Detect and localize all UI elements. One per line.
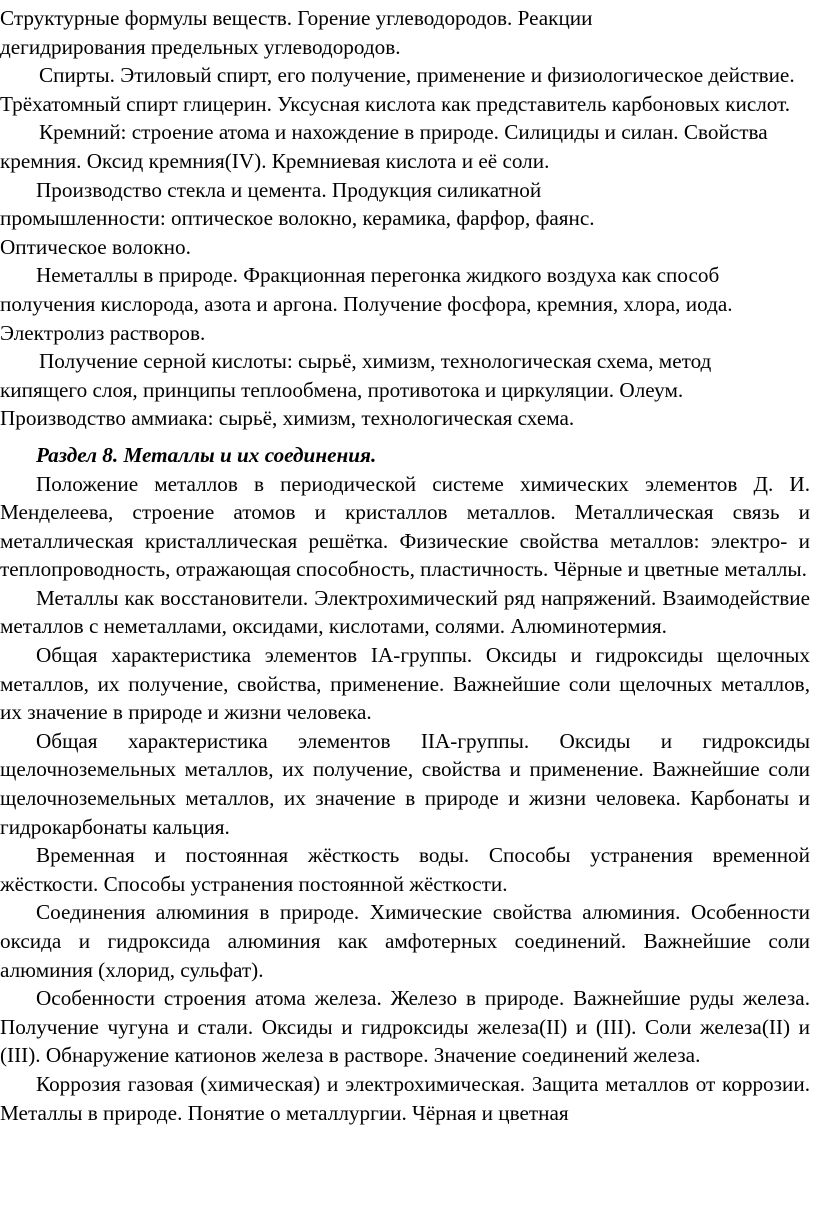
paragraph-alcohols: Спирты. Этиловый спирт, его получение, применение и физиологическое действие. Трёхатомный спирт глицерин. Уксусная кислота как представитель карбоновых кислот.	[0, 63, 795, 116]
paragraph-group-iia: Общая характеристика элементов IIA-группы. Оксиды и гидроксиды щелочноземельных металлов, их получение, свойства и применение. Важнейшие соли щелочноземельных металлов, их значение в природе и жизни человека. Карбонаты и гидрокарбонаты кальция.	[0, 728, 810, 839]
paragraph-glass-cement: Производство стекла и цемента. Продукция силикатной промышленности: оптическое волокно, керамика, фарфор, фаянс. Оптическое волокно.	[0, 177, 595, 259]
paragraph-metals-reducers: Металлы как восстановители. Электрохимический ряд напряжений. Взаимодействие металлов с неметаллами, оксидами, кислотами, солями. Алюминотермия.	[0, 585, 810, 639]
paragraph-corrosion: Коррозия газовая (химическая) и электрохимическая. Защита металлов от коррозии. Металлы в природе. Понятие о металлургии. Чёрная и цветная	[0, 1071, 810, 1125]
paragraph-aluminium: Соединения алюминия в природе. Химические свойства алюминия. Особенности оксида и гидроксида алюминия как амфотерных соединений. Важнейшие соли алюминия (хлорид, сульфат).	[0, 900, 810, 982]
paragraph-sulfuric-acid: Получение серной кислоты: сырьё, химизм, технологическая схема, метод кипящего слоя, принципы теплообмена, противотока и циркуляции. Олеум. Производство аммиака: сырьё, химизм, технологическая схема.	[0, 349, 712, 431]
paragraph-silicon: Кремний: строение атома и нахождение в природе. Силициды и силан. Свойства кремния. Оксид кремния(IV). Кремниевая кислота и её соли.	[0, 120, 768, 173]
paragraph-iron: Особенности строения атома железа. Железо в природе. Важнейшие руды железа. Получение чугуна и стали. Оксиды и гидроксиды железа(II) и (III). Соли железа(II) и (III). Обнаружение катионов железа в растворе. Значение соединений железа.	[0, 986, 810, 1068]
paragraph-metals-position: Положение металлов в периодической системе химических элементов Д. И. Менделеева, строение атомов и кристаллов металлов. Металлическая связь и металлическая кристаллическая решётка. Физические свойства металлов: электро- и теплопроводность, отражающая способность, пластичность. Чёрные и цветные металлы.	[0, 471, 810, 582]
paragraph-structural-formulas: Структурные формулы веществ. Горение углеводородов. Реакции дегидрирования предельных углеводородов.	[0, 6, 593, 59]
paragraph-group-ia: Общая характеристика элементов IA-группы. Оксиды и гидроксиды щелочных металлов, их получение, свойства, применение. Важнейшие соли щелочных металлов, их значение в природе и жизни человека.	[0, 643, 810, 725]
paragraph-water-hardness: Временная и постоянная жёсткость воды. Способы устранения временной жёсткости. Способы устранения постоянной жёсткости.	[0, 843, 810, 896]
paragraph-nonmetals-nature: Неметаллы в природе. Фракционная перегонка жидкого воздуха как способ получения кислорода, азота и аргона. Получение фосфора, кремния, хлора, иода. Электролиз растворов.	[0, 263, 733, 345]
section-heading: Раздел 8. Металлы и их соединения.	[36, 442, 377, 467]
